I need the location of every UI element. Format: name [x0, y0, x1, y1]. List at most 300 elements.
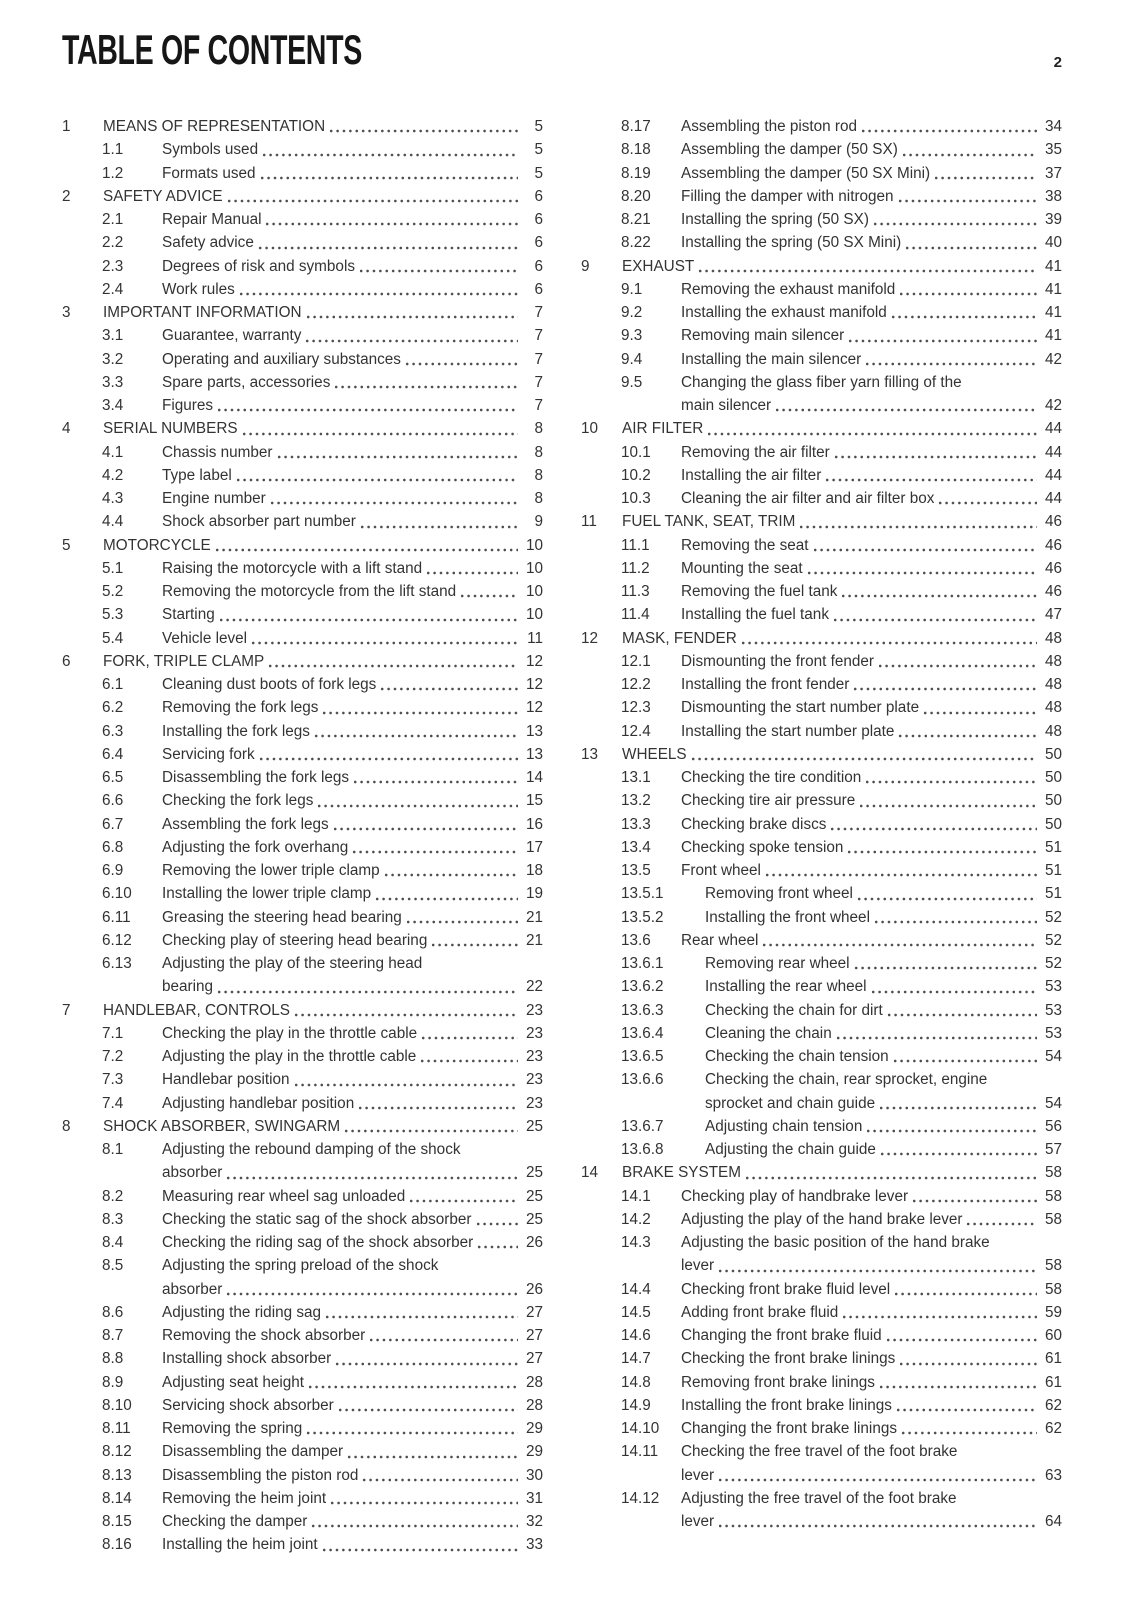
toc-entry-line — [681, 1208, 1062, 1231]
toc-entry-page: 53 — [1044, 1024, 1062, 1042]
toc-entry-line — [162, 882, 543, 905]
dot-leader — [706, 417, 1037, 440]
toc-entry-title: Checking the damper — [162, 1513, 308, 1530]
toc-entry — [62, 580, 543, 603]
toc-entry — [581, 278, 1062, 301]
toc-entry-body — [681, 1231, 1062, 1278]
toc-entry-title: Work rules — [162, 280, 235, 298]
toc-entry-line — [162, 1371, 543, 1394]
toc-entry — [62, 720, 543, 743]
toc-entry — [62, 1440, 543, 1463]
toc-entry-line — [681, 557, 1062, 580]
toc-entry — [581, 1115, 1062, 1138]
toc-entry-number: 14.5 — [621, 1303, 651, 1321]
toc-entry-body — [103, 115, 543, 138]
toc-entry-page: 56 — [1044, 1117, 1062, 1135]
toc-entry-page: 46 — [1044, 559, 1062, 577]
toc-entry-body — [705, 1138, 1062, 1161]
toc-entry-number: 8.16 — [102, 1536, 132, 1554]
toc-entry-page: 25 — [525, 1187, 543, 1205]
dot-leader — [853, 952, 1037, 975]
toc-entry-line — [162, 441, 543, 464]
dot-leader — [892, 1045, 1037, 1068]
toc-entry-line — [705, 999, 1062, 1022]
toc-entry-page: 7 — [534, 397, 543, 414]
toc-entry — [581, 696, 1062, 719]
toc-entry — [62, 650, 543, 673]
dot-leader — [898, 1347, 1037, 1370]
toc-entry-number: 8.11 — [102, 1420, 131, 1437]
toc-entry — [62, 417, 543, 440]
toc-entry-title: Checking front brake fluid level — [681, 1280, 891, 1298]
toc-entry-page: 5 — [534, 164, 543, 182]
toc-entry-title: Cleaning the air filter and air filter box — [681, 490, 935, 507]
toc-entry-body — [162, 906, 543, 929]
toc-entry-body — [162, 1231, 543, 1254]
toc-entry-page: 25 — [525, 1210, 543, 1228]
dot-leader — [879, 1138, 1037, 1161]
toc-entry-page: 41 — [1044, 257, 1062, 275]
dot-leader — [860, 115, 1037, 138]
toc-entry-body — [705, 975, 1062, 998]
dot-leader — [846, 836, 1037, 859]
toc-entry-number: 8.1 — [102, 1141, 124, 1158]
toc-entry-number: 6.5 — [102, 769, 124, 786]
toc-entry-number: 10.2 — [621, 466, 651, 484]
toc-entry — [581, 1347, 1062, 1370]
dot-leader — [379, 673, 518, 696]
toc-entry-line — [681, 1324, 1062, 1347]
dot-leader — [250, 627, 518, 650]
toc-entry — [581, 603, 1062, 626]
toc-entry-line — [681, 464, 1062, 487]
toc-entry-title: Checking spoke tension — [681, 838, 844, 856]
toc-entry-body — [162, 1022, 543, 1045]
toc-entry-body — [103, 417, 543, 440]
toc-entry-number: 13.6.1 — [621, 955, 664, 972]
toc-entry — [581, 371, 1062, 418]
toc-entry-page: 35 — [1044, 141, 1062, 159]
toc-entry-body — [681, 603, 1062, 626]
toc-entry-body — [162, 1440, 543, 1463]
dot-leader — [328, 115, 518, 138]
dot-leader — [368, 1324, 518, 1347]
toc-entry-body — [681, 1487, 1062, 1534]
toc-entry-page: 33 — [525, 1536, 543, 1554]
toc-entry-page: 42 — [1044, 397, 1062, 414]
toc-entry-line — [622, 255, 1062, 278]
toc-entry-number: 9.1 — [621, 280, 643, 298]
toc-entry-line — [681, 278, 1062, 301]
toc-entry — [581, 859, 1062, 882]
dot-leader — [337, 1394, 518, 1417]
toc-entry-body — [681, 696, 1062, 719]
toc-entry-body — [705, 999, 1062, 1022]
toc-entry-body — [681, 580, 1062, 603]
dot-leader — [890, 301, 1037, 324]
toc-entry-title: Shock absorber part number — [162, 513, 356, 531]
toc-entry-page: 50 — [1044, 769, 1062, 786]
toc-entry-line — [622, 417, 1062, 440]
toc-entry-body — [681, 115, 1062, 138]
toc-entry-page: 13 — [525, 745, 543, 763]
toc-entry — [581, 324, 1062, 347]
toc-entry-line — [162, 836, 543, 859]
toc-entry-body — [681, 789, 1062, 812]
toc-entry — [581, 417, 1062, 440]
toc-entry-title: Assembling the fork legs — [162, 815, 329, 833]
toc-entry-body — [681, 1301, 1062, 1324]
toc-entry-line — [681, 301, 1062, 324]
toc-entry — [62, 115, 543, 138]
dot-leader — [425, 557, 518, 580]
toc-entry-title: Checking the fork legs — [162, 792, 314, 810]
toc-entry-line — [162, 603, 543, 626]
toc-entry-line — [162, 580, 543, 603]
toc-entry-title: Removing main silencer — [681, 327, 845, 345]
toc-entry-page: 52 — [1044, 955, 1062, 972]
toc-entry-title: Changing the front brake linings — [681, 1420, 897, 1437]
toc-entry-number: 6.3 — [102, 722, 124, 740]
toc-entry-number: 8.2 — [102, 1187, 124, 1205]
toc-entry-line — [162, 1185, 543, 1208]
toc-entry — [62, 813, 543, 836]
toc-entry — [581, 929, 1062, 952]
toc-entry-line — [705, 906, 1062, 929]
toc-entry-number: 8.19 — [621, 164, 651, 182]
dot-leader — [965, 1208, 1037, 1231]
toc-entry-line — [705, 882, 1062, 905]
toc-entry-title: Type label — [162, 466, 232, 484]
toc-entry-body — [162, 1138, 543, 1185]
toc-entry-number: 8.9 — [102, 1373, 124, 1391]
toc-entry-title: Checking the play in the throttle cable — [162, 1024, 418, 1042]
toc-entry-body — [162, 1324, 543, 1347]
toc-entry — [62, 162, 543, 185]
toc-entry — [62, 1254, 543, 1301]
toc-entry-body — [162, 580, 543, 603]
toc-entry-body — [681, 1371, 1062, 1394]
dot-leader — [226, 185, 518, 208]
toc-entry — [581, 348, 1062, 371]
toc-entry-body — [103, 185, 543, 208]
toc-entry-line — [681, 394, 1062, 417]
toc-entry-line — [162, 1231, 543, 1254]
toc-entry-line — [103, 115, 543, 138]
toc-entry-line — [681, 1510, 1062, 1533]
toc-entry-body — [681, 1185, 1062, 1208]
toc-entry-title: lever — [681, 1257, 715, 1275]
toc-entry-body — [162, 929, 543, 952]
toc-entry-line — [103, 301, 543, 324]
toc-entry — [62, 673, 543, 696]
toc-entry-number: 14.9 — [621, 1396, 651, 1414]
toc-entry-body — [103, 534, 543, 557]
dot-leader — [870, 975, 1037, 998]
toc-entry-page: 41 — [1044, 280, 1062, 298]
toc-entry-page: 7 — [534, 350, 543, 368]
toc-entry — [62, 255, 543, 278]
toc-entry-number: 7.1 — [102, 1024, 124, 1042]
toc-entry-title: Adjusting seat height — [162, 1373, 305, 1391]
toc-entry-title: Spare parts, accessories — [162, 373, 331, 391]
toc-entry-body — [681, 464, 1062, 487]
toc-entry-body — [162, 743, 543, 766]
toc-entry-page: 40 — [1044, 234, 1062, 252]
toc-entry — [62, 999, 543, 1022]
toc-entry-title: Removing the lower triple clamp — [162, 862, 380, 879]
toc-entry-page: 51 — [1044, 862, 1062, 879]
dot-leader — [922, 696, 1037, 719]
toc-entry-line — [681, 534, 1062, 557]
toc-entry-title: HANDLEBAR, CONTROLS — [103, 1001, 290, 1019]
toc-entry-title: Degrees of risk and symbols — [162, 257, 355, 275]
toc-entry — [62, 487, 543, 510]
toc-entry-page: 6 — [534, 187, 543, 205]
dot-leader — [313, 720, 518, 743]
dot-leader — [359, 510, 518, 533]
toc-entry-page: 39 — [1044, 211, 1062, 228]
toc-entry-body — [681, 1347, 1062, 1370]
toc-entry-number: 8.12 — [102, 1443, 132, 1461]
toc-entry-line — [681, 324, 1062, 347]
toc-entry-body — [681, 720, 1062, 743]
toc-entry-title: Dismounting the start number plate — [681, 699, 920, 717]
dot-leader — [216, 394, 518, 417]
toc-entry-body — [705, 1022, 1062, 1045]
toc-entry-body — [162, 1464, 543, 1487]
toc-entry-title: Adjusting the rebound damping of the shock — [162, 1141, 461, 1158]
toc-entry-number: 12.3 — [621, 699, 651, 717]
toc-entry-title: Removing front brake linings — [681, 1373, 875, 1391]
page-number: 2 — [1053, 54, 1062, 71]
toc-entry — [62, 510, 543, 533]
toc-entry-title: Checking play of steering head bearing — [162, 931, 428, 949]
dot-leader — [419, 1045, 518, 1068]
dot-leader — [383, 859, 518, 882]
toc-entry-page: 61 — [1044, 1373, 1062, 1391]
toc-entry-body — [681, 371, 1062, 418]
toc-entry-number: 3.3 — [102, 373, 124, 391]
toc-entry-line — [162, 208, 543, 231]
toc-entry — [62, 766, 543, 789]
dot-leader — [886, 999, 1037, 1022]
toc-entry-page: 25 — [525, 1117, 543, 1135]
toc-entry — [62, 1208, 543, 1231]
toc-entry-line — [162, 1092, 543, 1115]
toc-entry-body — [162, 1045, 543, 1068]
toc-entry — [62, 464, 543, 487]
toc-entry — [581, 1278, 1062, 1301]
toc-entry-page: 23 — [525, 1024, 543, 1042]
dot-leader — [214, 534, 518, 557]
toc-entry-body — [162, 1068, 543, 1091]
toc-entry — [581, 441, 1062, 464]
toc-entry-page: 8 — [534, 490, 543, 507]
toc-entry-title: Assembling the damper (50 SX Mini) — [681, 164, 931, 182]
toc-entry — [581, 231, 1062, 254]
toc-entry-number: 6.8 — [102, 838, 124, 856]
toc-entry-number: 13.6.6 — [621, 1071, 664, 1089]
toc-entry-body — [681, 208, 1062, 231]
toc-entry-page: 58 — [1044, 1164, 1062, 1182]
toc-entry-page: 54 — [1044, 1094, 1062, 1112]
toc-entry-page: 53 — [1044, 978, 1062, 996]
toc-entry — [62, 789, 543, 812]
toc-entry-body — [162, 882, 543, 905]
toc-entry-title: SHOCK ABSORBER, SWINGARM — [103, 1117, 341, 1135]
dot-leader — [872, 208, 1037, 231]
dot-leader — [774, 394, 1037, 417]
toc-entry-page: 6 — [534, 234, 543, 252]
toc-entry-number: 14.6 — [621, 1327, 651, 1344]
toc-entry-page: 44 — [1044, 443, 1062, 461]
toc-entry-page: 48 — [1044, 652, 1062, 670]
toc-entry-body — [162, 371, 543, 394]
toc-entry-number: 12 — [581, 629, 599, 647]
toc-entry-page: 12 — [525, 652, 543, 670]
toc-entry-page: 51 — [1044, 838, 1062, 856]
toc-entry — [62, 1022, 543, 1045]
toc-entry-title: main silencer — [681, 397, 772, 414]
toc-entry — [581, 1185, 1062, 1208]
toc-entry-line — [162, 1347, 543, 1370]
toc-entry — [581, 464, 1062, 487]
toc-entry-number: 2 — [62, 187, 71, 205]
toc-entry-number: 14.11 — [621, 1443, 659, 1461]
toc-entry-number: 4.4 — [102, 513, 124, 531]
toc-entry-body — [622, 417, 1062, 440]
toc-entry-body — [681, 278, 1062, 301]
toc-entry-number: 8.15 — [102, 1513, 132, 1530]
toc-entry-title: Disassembling the damper — [162, 1443, 344, 1461]
toc-entry-line — [162, 929, 543, 952]
dot-leader — [761, 929, 1037, 952]
toc-entry — [62, 859, 543, 882]
toc-entry-page: 44 — [1044, 490, 1062, 507]
toc-entry-page: 14 — [525, 769, 543, 786]
toc-entry-page: 26 — [525, 1234, 543, 1251]
dot-leader — [293, 999, 518, 1022]
toc-entry-title: Installing the main silencer — [681, 350, 862, 368]
toc-entry-title: Adjusting the play in the throttle cable — [162, 1048, 417, 1065]
toc-entry-body — [705, 952, 1062, 975]
toc-entry-body — [162, 324, 543, 347]
toc-entry — [62, 929, 543, 952]
toc-entry-line — [681, 813, 1062, 836]
toc-entry-number: 13.4 — [621, 838, 651, 856]
toc-entry-title: Symbols used — [162, 141, 259, 159]
toc-entry-page: 37 — [1044, 164, 1062, 182]
toc-entry — [62, 348, 543, 371]
toc-entry-line — [681, 789, 1062, 812]
toc-entry-page: 29 — [525, 1443, 543, 1461]
toc-entry-title: Checking the tire condition — [681, 769, 862, 786]
toc-entry — [62, 627, 543, 650]
toc-entry-page: 6 — [534, 211, 543, 228]
dot-leader — [697, 255, 1037, 278]
toc-entry — [62, 836, 543, 859]
toc-entry-body — [162, 208, 543, 231]
toc-entry-number: 5.2 — [102, 583, 124, 600]
toc-entry-number: 8.10 — [102, 1396, 132, 1414]
toc-entry-line — [162, 906, 543, 929]
toc-entry-title: Greasing the steering head bearing — [162, 908, 402, 926]
dot-leader — [824, 464, 1037, 487]
toc-entry-page: 38 — [1044, 187, 1062, 205]
toc-entry-title: Installing the air filter — [681, 466, 822, 484]
toc-entry-page: 52 — [1044, 908, 1062, 926]
toc-entry-number: 14.10 — [621, 1420, 660, 1437]
toc-entry-title: Operating and auxiliary substances — [162, 350, 401, 368]
toc-entry-number: 7.3 — [102, 1071, 124, 1089]
toc-entry-body — [681, 557, 1062, 580]
toc-entry-page: 12 — [525, 676, 543, 693]
toc-entry-title: SAFETY ADVICE — [103, 187, 223, 205]
toc-entry-number: 11.2 — [621, 559, 650, 577]
toc-entry-number: 6.1 — [102, 676, 124, 693]
toc-entry-body — [103, 999, 543, 1022]
toc-entry-body — [162, 1208, 543, 1231]
toc-entry-line — [162, 1045, 543, 1068]
toc-entry-number: 6.4 — [102, 745, 124, 763]
toc-entry-page: 47 — [1044, 606, 1062, 624]
toc-entry-number: 8.22 — [621, 234, 651, 252]
toc-entry-page: 64 — [1044, 1513, 1062, 1530]
toc-entry-body — [162, 231, 543, 254]
toc-entry-line — [681, 1464, 1062, 1487]
toc-entry-line — [162, 1464, 543, 1487]
toc-entry — [62, 952, 543, 999]
toc-entry-page: 42 — [1044, 350, 1062, 368]
toc-entry-body — [162, 255, 543, 278]
toc-entry-number: 11 — [581, 513, 597, 531]
toc-entry-body — [162, 487, 543, 510]
toc-entry-body — [162, 557, 543, 580]
toc-entry-line — [681, 1301, 1062, 1324]
toc-entry-line — [681, 185, 1062, 208]
toc-entry-line — [162, 1440, 543, 1463]
toc-entry-number: 5.1 — [102, 559, 124, 577]
dot-leader — [893, 1278, 1037, 1301]
toc-entry — [62, 1533, 543, 1556]
toc-entry — [62, 231, 543, 254]
toc-entry-number: 14.7 — [621, 1350, 651, 1368]
toc-entry-body — [162, 720, 543, 743]
toc-entry-page: 17 — [525, 838, 543, 856]
toc-entry-page: 48 — [1044, 676, 1062, 693]
toc-entry-line — [162, 1510, 543, 1533]
toc-entry-title: Measuring rear wheel sag unloaded — [162, 1187, 406, 1205]
toc-entry-line — [162, 1161, 543, 1184]
toc-entry — [62, 138, 543, 161]
dot-leader — [343, 1115, 518, 1138]
toc-entry-body — [681, 1278, 1062, 1301]
dot-leader — [812, 534, 1037, 557]
toc-entry — [62, 278, 543, 301]
toc-entry-number: 7.2 — [102, 1048, 124, 1065]
toc-entry-page: 28 — [525, 1396, 543, 1414]
toc-entry-number: 14.12 — [621, 1489, 660, 1507]
toc-entry-line — [103, 534, 543, 557]
dot-leader — [316, 789, 518, 812]
toc-entry-body — [162, 394, 543, 417]
toc-entry-line — [103, 650, 543, 673]
toc-entry-line — [681, 1347, 1062, 1370]
toc-entry — [62, 324, 543, 347]
toc-entry-body — [162, 603, 543, 626]
toc-entry-title: Removing front wheel — [705, 885, 853, 903]
